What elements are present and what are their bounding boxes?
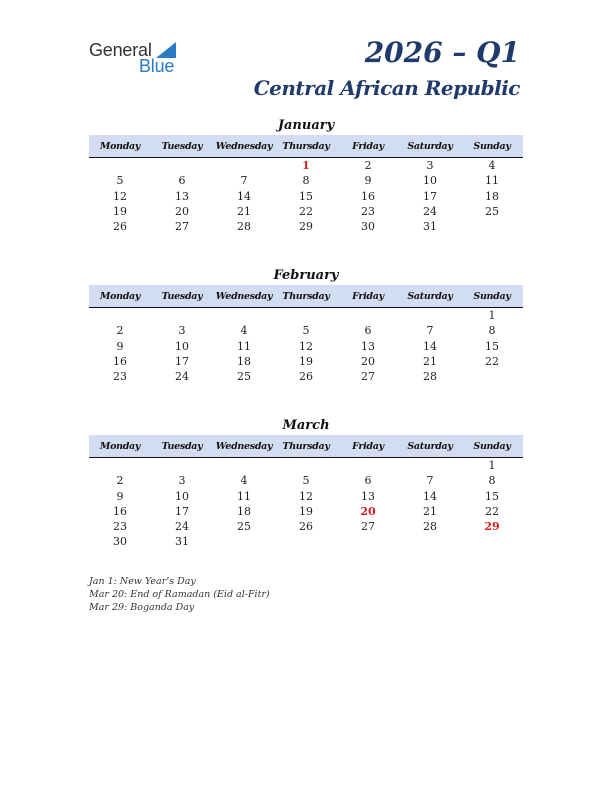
day-cell xyxy=(275,458,337,473)
day-cell: 21 xyxy=(237,204,251,218)
holiday-note: Jan 1: New Year’s Day xyxy=(89,576,196,587)
day-cell: 17 xyxy=(175,354,189,368)
month-name: February xyxy=(273,268,339,283)
weekday-label: Friday xyxy=(352,290,384,302)
day-cell: 15 xyxy=(485,489,499,503)
week-row xyxy=(89,339,523,354)
week-row xyxy=(89,189,523,204)
day-cell xyxy=(89,308,151,323)
day-cell xyxy=(213,158,275,173)
day-cell: 31 xyxy=(175,535,189,549)
day-cell: 28 xyxy=(423,370,437,384)
day-cell: 13 xyxy=(175,189,189,203)
day-cell: 28 xyxy=(423,520,437,534)
day-cell xyxy=(461,219,523,234)
day-cell: 8 xyxy=(488,324,496,338)
weekday-label: Wednesday xyxy=(215,140,273,152)
day-cell: 22 xyxy=(485,504,499,518)
day-cell xyxy=(89,158,151,173)
weekday-label: Monday xyxy=(99,290,141,302)
month-february xyxy=(89,267,523,384)
week-row xyxy=(89,473,523,488)
day-cell: 25 xyxy=(237,520,251,534)
day-cell: 25 xyxy=(485,204,499,218)
day-cell: 27 xyxy=(175,220,189,234)
day-cell: 22 xyxy=(485,354,499,368)
day-cell xyxy=(213,308,275,323)
day-cell: 13 xyxy=(361,339,375,353)
day-cell: 11 xyxy=(237,489,251,503)
weekday-label: Saturday xyxy=(407,290,453,302)
weekday-label: Saturday xyxy=(407,140,453,152)
weekday-label: Tuesday xyxy=(161,290,203,302)
weekday-label: Thursday xyxy=(282,140,330,152)
day-cell: 12 xyxy=(299,339,313,353)
day-cell xyxy=(151,308,213,323)
day-cell: 9 xyxy=(364,174,372,188)
day-cell: 3 xyxy=(178,474,186,488)
day-cell: 5 xyxy=(302,324,310,338)
month-name: March xyxy=(282,418,330,433)
day-cell: 24 xyxy=(175,520,189,534)
day-cell: 26 xyxy=(299,520,313,534)
week-row xyxy=(89,323,523,338)
day-cell xyxy=(461,369,523,384)
day-cell xyxy=(213,458,275,473)
day-cell xyxy=(399,458,461,473)
weekday-label: Friday xyxy=(352,140,384,152)
day-cell: 8 xyxy=(302,174,310,188)
week-row xyxy=(89,204,523,219)
day-cell: 30 xyxy=(113,535,127,549)
weekday-label: Tuesday xyxy=(161,140,203,152)
day-cell: 2 xyxy=(116,324,124,338)
day-cell: 4 xyxy=(240,474,248,488)
day-cell: 2 xyxy=(364,159,372,172)
day-cell: 3 xyxy=(178,324,186,338)
day-cell: 27 xyxy=(361,370,375,384)
holiday-day-cell: 1 xyxy=(302,159,310,172)
day-cell: 5 xyxy=(302,474,310,488)
day-cell: 31 xyxy=(423,220,437,234)
week-row xyxy=(89,519,523,534)
logo-text-blue: Blue xyxy=(139,56,175,76)
day-cell: 14 xyxy=(423,339,437,353)
day-cell: 10 xyxy=(423,174,437,188)
weekday-label: Thursday xyxy=(282,290,330,302)
week-row xyxy=(89,219,523,234)
weekday-header xyxy=(89,135,523,158)
weekday-label: Wednesday xyxy=(215,290,273,302)
quarter-title: 2026 – Q1 xyxy=(364,36,520,69)
day-cell xyxy=(337,308,399,323)
week-row xyxy=(89,534,523,549)
week-row xyxy=(89,158,523,173)
day-cell: 3 xyxy=(426,159,434,172)
month-name: January xyxy=(277,118,335,133)
day-cell: 11 xyxy=(237,339,251,353)
day-cell: 17 xyxy=(423,189,437,203)
weekday-label: Monday xyxy=(99,440,141,452)
week-row xyxy=(89,458,523,473)
day-cell: 22 xyxy=(299,204,313,218)
day-cell: 23 xyxy=(113,520,127,534)
day-cell xyxy=(337,458,399,473)
day-cell: 19 xyxy=(113,204,127,218)
logo-text-general: General xyxy=(89,40,152,60)
holiday-note: Mar 29: Boganda Day xyxy=(89,602,195,613)
day-cell: 20 xyxy=(361,354,375,368)
weekday-header xyxy=(89,435,523,458)
day-cell: 6 xyxy=(178,174,186,188)
day-cell: 28 xyxy=(237,220,251,234)
day-cell: 21 xyxy=(423,354,437,368)
day-cell xyxy=(337,534,399,549)
day-cell: 5 xyxy=(116,174,124,188)
day-cell: 1 xyxy=(488,459,496,472)
day-cell: 7 xyxy=(426,474,434,488)
day-cell: 12 xyxy=(299,489,313,503)
day-cell: 13 xyxy=(361,489,375,503)
week-row xyxy=(89,489,523,504)
day-cell xyxy=(399,308,461,323)
weekday-header xyxy=(89,285,523,308)
week-row xyxy=(89,504,523,519)
weekday-label: Sunday xyxy=(473,440,511,452)
day-cell: 6 xyxy=(364,324,372,338)
day-cell: 4 xyxy=(488,159,496,172)
day-cell xyxy=(89,458,151,473)
day-cell: 7 xyxy=(426,324,434,338)
day-cell: 15 xyxy=(485,339,499,353)
weekday-label: Wednesday xyxy=(215,440,273,452)
country-title: Central African Republic xyxy=(253,76,520,100)
day-cell: 24 xyxy=(175,370,189,384)
day-cell: 27 xyxy=(361,520,375,534)
day-cell: 9 xyxy=(116,339,124,353)
day-cell: 21 xyxy=(423,504,437,518)
day-cell: 23 xyxy=(361,204,375,218)
day-cell: 16 xyxy=(113,504,127,518)
day-cell xyxy=(399,534,461,549)
day-cell: 18 xyxy=(237,504,251,518)
day-cell xyxy=(275,534,337,549)
week-row xyxy=(89,173,523,188)
day-cell xyxy=(151,458,213,473)
day-cell: 15 xyxy=(299,189,313,203)
day-cell: 19 xyxy=(299,504,313,518)
day-cell: 18 xyxy=(485,189,499,203)
day-cell: 8 xyxy=(488,474,496,488)
day-cell: 30 xyxy=(361,220,375,234)
day-cell: 2 xyxy=(116,474,124,488)
day-cell: 26 xyxy=(113,220,127,234)
weekday-label: Tuesday xyxy=(161,440,203,452)
generalblue-logo xyxy=(89,40,189,76)
holiday-note: Mar 20: End of Ramadan (Eid al-Fitr) xyxy=(89,589,270,600)
day-cell: 17 xyxy=(175,504,189,518)
day-cell: 11 xyxy=(485,174,499,188)
day-cell: 10 xyxy=(175,339,189,353)
day-cell: 20 xyxy=(175,204,189,218)
week-row xyxy=(89,354,523,369)
day-cell: 26 xyxy=(299,370,313,384)
month-march xyxy=(89,417,523,550)
holiday-notes xyxy=(89,575,270,614)
holiday-day-cell: 29 xyxy=(484,520,500,534)
day-cell: 9 xyxy=(116,489,124,503)
weekday-label: Sunday xyxy=(473,140,511,152)
day-cell: 23 xyxy=(113,370,127,384)
day-cell xyxy=(213,534,275,549)
weekday-label: Thursday xyxy=(282,440,330,452)
day-cell: 12 xyxy=(113,189,127,203)
day-cell: 19 xyxy=(299,354,313,368)
day-cell: 14 xyxy=(423,489,437,503)
day-cell: 6 xyxy=(364,474,372,488)
day-cell: 18 xyxy=(237,354,251,368)
day-cell: 4 xyxy=(240,324,248,338)
weekday-label: Saturday xyxy=(407,440,453,452)
weekday-label: Sunday xyxy=(473,290,511,302)
weekday-label: Monday xyxy=(99,140,141,152)
day-cell: 29 xyxy=(299,220,313,234)
day-cell: 7 xyxy=(240,174,248,188)
day-cell: 25 xyxy=(237,370,251,384)
week-row xyxy=(89,369,523,384)
day-cell xyxy=(275,308,337,323)
week-row xyxy=(89,308,523,323)
month-january xyxy=(89,117,523,234)
day-cell xyxy=(461,534,523,549)
day-cell: 10 xyxy=(175,489,189,503)
day-cell: 1 xyxy=(488,309,496,322)
day-cell: 24 xyxy=(423,204,437,218)
day-cell: 16 xyxy=(113,354,127,368)
holiday-day-cell: 20 xyxy=(360,504,376,518)
day-cell: 16 xyxy=(361,189,375,203)
day-cell: 14 xyxy=(237,189,251,203)
day-cell xyxy=(151,158,213,173)
weekday-label: Friday xyxy=(352,440,384,452)
